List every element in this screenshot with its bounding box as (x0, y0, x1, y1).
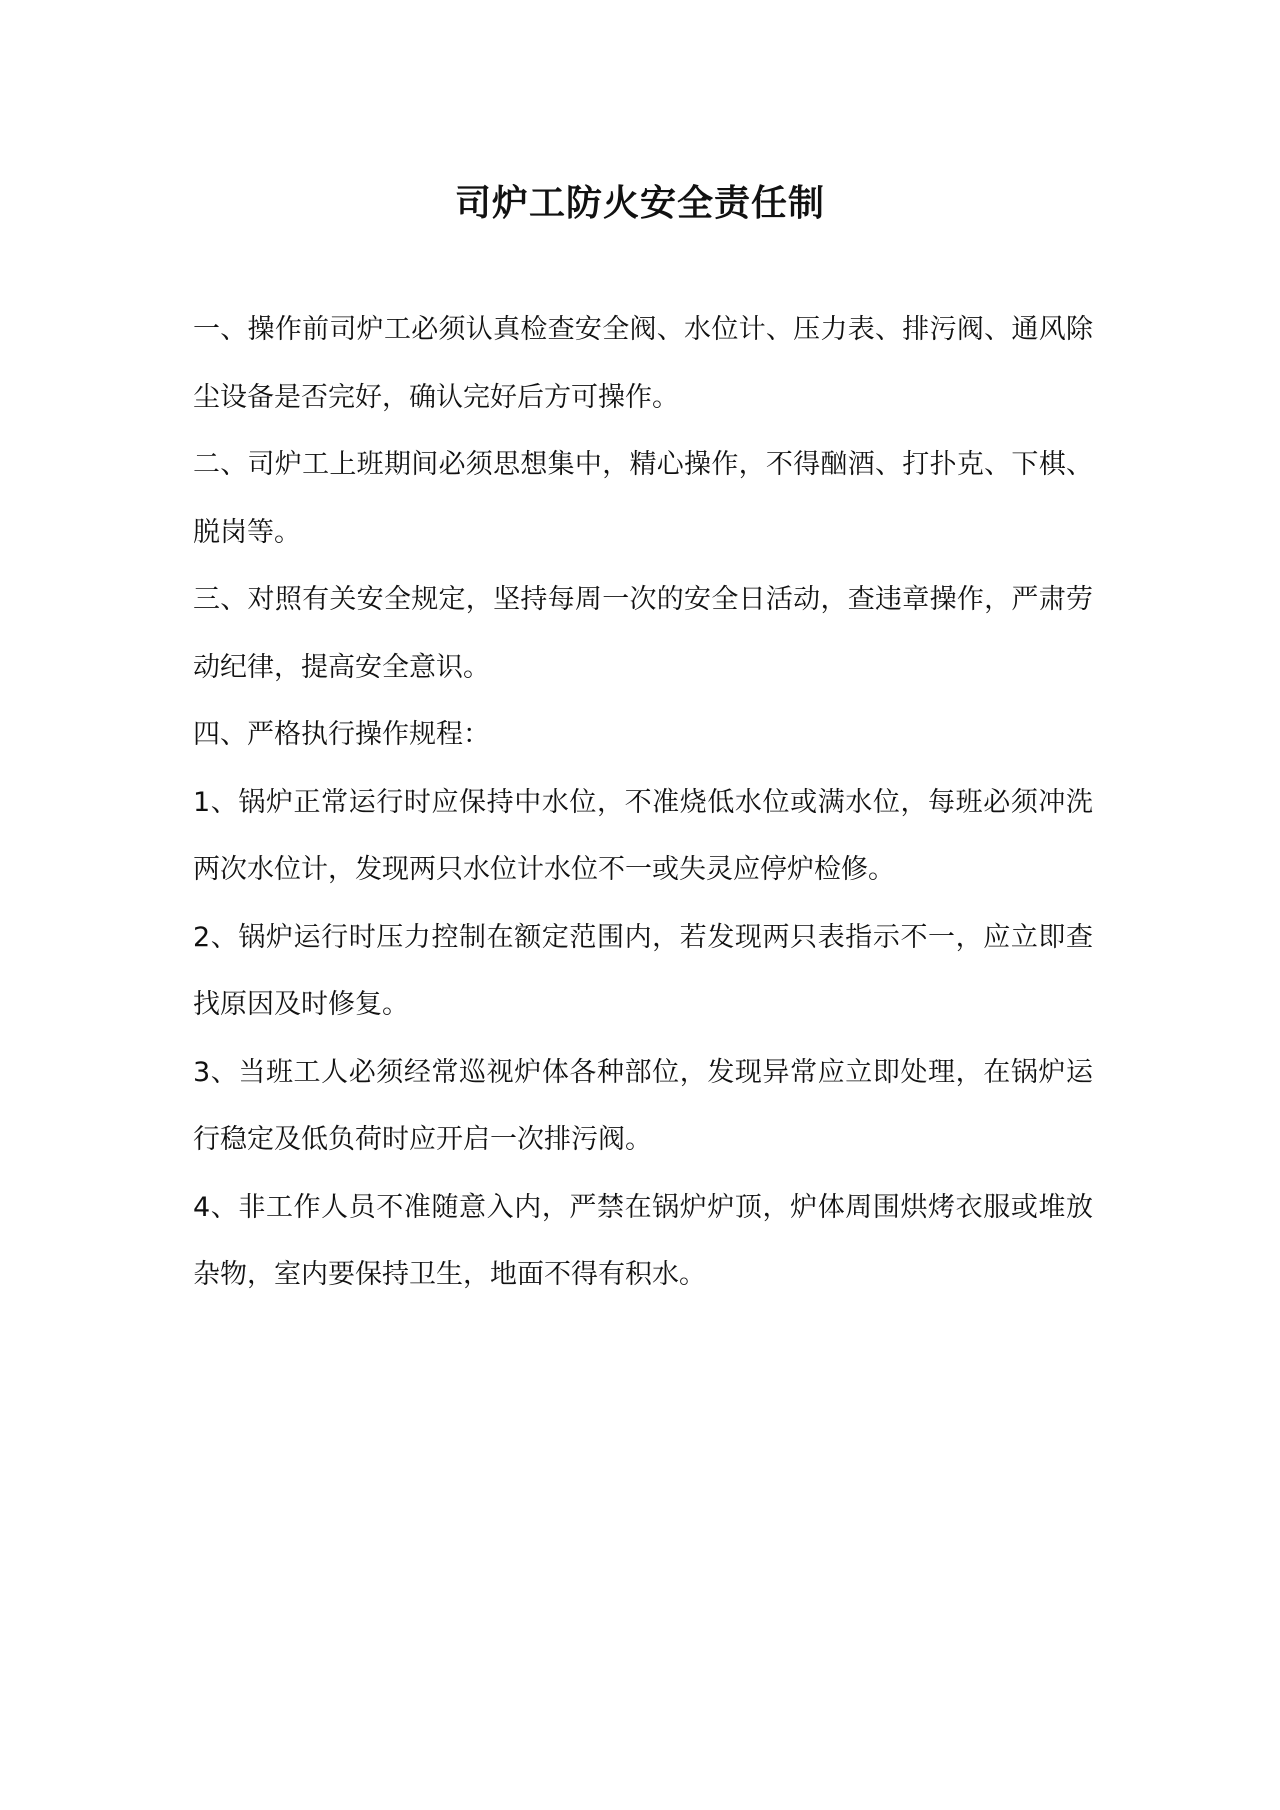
paragraph-4: 四、严格执行操作规程： (193, 719, 490, 750)
paragraph-1: 一、操作前司炉工必须认真检查安全阀、水位计、压力表、排污阀、通风除尘设备是否完好，确认完好后方可操作。 (193, 314, 1093, 413)
document-title: 司炉工防火安全责任制 (454, 183, 825, 224)
paragraph-6: 2、锅炉运行时压力控制在额定范围内，若发现两只表指示不一，应立即查找原因及时修复。 (193, 921, 1093, 1020)
paragraph-5: 1、锅炉正常运行时应保持中水位，不准烧低水位或满水位，每班必须冲洗两次水位计，发现两只水位计水位不一或失灵应停炉检修。 (193, 786, 1093, 885)
paragraph-2: 二、司炉工上班期间必须思想集中，精心操作，不得酗酒、打扑克、下棋、脱岗等。 (193, 449, 1093, 548)
paragraph-3: 三、对照有关安全规定，坚持每周一次的安全日活动，查违章操作，严肃劳动纪律，提高安全意识。 (193, 584, 1093, 683)
paragraph-8: 4、非工作人员不准随意入内，严禁在锅炉炉顶，炉体周围烘烤衣服或堆放杂物，室内要保持卫生，地面不得有积水。 (193, 1191, 1093, 1290)
paragraph-7: 3、当班工人必须经常巡视炉体各种部位，发现异常应立即处理，在锅炉运行稳定及低负荷时应开启一次排污阀。 (193, 1056, 1093, 1155)
document-body (193, 296, 1093, 1309)
